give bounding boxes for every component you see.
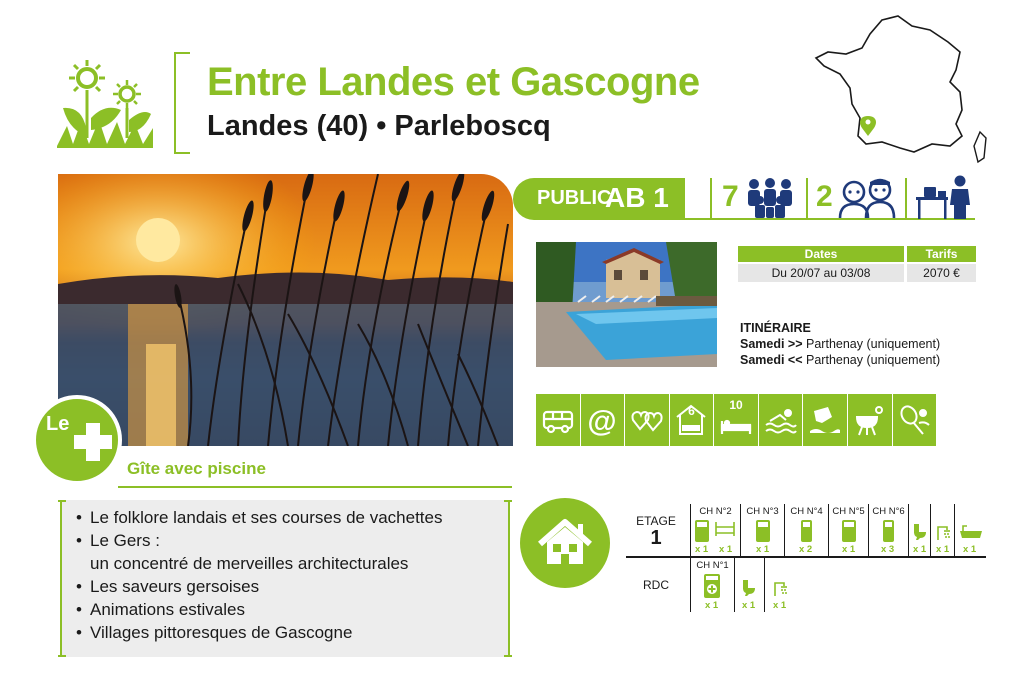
main-photo xyxy=(58,174,513,446)
shower-cell xyxy=(764,558,794,612)
room-count: x 3 xyxy=(881,544,895,555)
itinerary-line xyxy=(740,352,940,368)
itinerary-place: Parthenay (uniquement) xyxy=(802,353,941,367)
etage-label: ETAGE xyxy=(636,514,676,528)
group-people-icon xyxy=(744,178,796,218)
room-ch2 xyxy=(690,504,740,556)
room-count: x 1 xyxy=(773,600,787,611)
dates-header: Dates xyxy=(738,246,904,262)
room-ch5 xyxy=(828,504,868,556)
bunk-bed-icon xyxy=(715,522,735,536)
people-count: 7 xyxy=(722,180,739,213)
single-bed-icon xyxy=(801,520,812,542)
public-label: PUBLIC xyxy=(537,187,612,209)
tarifs-header: Tarifs xyxy=(904,246,976,262)
single-bed-icon xyxy=(883,520,894,542)
svg-text:@: @ xyxy=(587,405,617,437)
double-bed-icon xyxy=(756,520,770,542)
list-item: • Les saveurs gersoises xyxy=(76,575,508,598)
barbecue-icon xyxy=(848,394,893,446)
shower-cell xyxy=(930,504,954,556)
house-icon xyxy=(520,498,610,588)
house-beds-count: 6 xyxy=(688,404,695,418)
desk-person-icon xyxy=(914,175,972,219)
box-corner xyxy=(58,655,66,657)
attractions-list xyxy=(62,500,508,644)
room-ch1 xyxy=(690,558,734,612)
price-cell: 2070 € xyxy=(904,264,976,282)
itinerary-line xyxy=(740,336,940,352)
at-icon xyxy=(581,394,626,446)
public-bar xyxy=(513,178,685,220)
double-bed-icon xyxy=(695,520,709,542)
bus-icon xyxy=(536,394,581,446)
itinerary-place: Parthenay (uniquement) xyxy=(802,337,941,351)
room-count: x 1 xyxy=(742,600,756,611)
divider xyxy=(806,178,808,220)
itinerary-title: ITINÉRAIRE xyxy=(740,321,811,335)
bathtub-icon xyxy=(959,524,983,540)
list-item: • Le folklore landais et ses courses de vachettes xyxy=(76,506,508,529)
staff-count: 2 xyxy=(816,180,833,213)
list-item xyxy=(76,529,508,575)
room-count: x 1 xyxy=(756,544,770,555)
room-count: x 1 xyxy=(936,544,950,555)
house-bed-icon xyxy=(670,394,715,446)
room-name: CH N°1 xyxy=(696,560,729,571)
beach-icon xyxy=(803,394,848,446)
plus-icon xyxy=(86,423,100,461)
divider xyxy=(710,178,712,220)
list-item: • Animations estivales xyxy=(76,598,508,621)
beds-count: 10 xyxy=(729,398,743,412)
shower-icon xyxy=(772,580,788,596)
room-count: x 1 xyxy=(913,544,927,555)
amenities-bar xyxy=(536,394,936,446)
list-item: • Villages pittoresques de Gascogne xyxy=(76,621,508,644)
box-corner xyxy=(504,655,512,657)
itinerary-day: Samedi >> xyxy=(740,337,803,351)
le-plus-badge xyxy=(32,395,122,485)
floor-divider xyxy=(626,556,986,558)
le-text: Le xyxy=(46,413,70,435)
bath-cell xyxy=(954,504,986,556)
highlight-underline xyxy=(118,486,512,488)
room-name: CH N°5 xyxy=(832,506,865,517)
tennis-icon xyxy=(893,394,937,446)
room-ch6 xyxy=(868,504,908,556)
dates-tarifs-table xyxy=(738,244,976,284)
toilet-icon xyxy=(742,580,756,596)
etage-number: 1 xyxy=(650,527,662,549)
sunflowers-logo xyxy=(55,58,155,150)
attractions-box xyxy=(60,500,510,657)
bed-icon xyxy=(714,394,759,446)
box-corner xyxy=(504,500,512,502)
room-count: x 1 xyxy=(963,544,977,555)
shower-icon xyxy=(935,524,951,540)
table-row xyxy=(738,264,976,282)
room-name: CH N°3 xyxy=(746,506,779,517)
room-name: CH N°4 xyxy=(790,506,823,517)
toilet-icon xyxy=(913,524,927,540)
room-name: CH N°2 xyxy=(699,506,732,517)
rdc-label: RDC xyxy=(643,578,669,592)
room-count: x 2 xyxy=(799,544,813,555)
room-count: x 1 xyxy=(719,544,733,555)
staff-icon xyxy=(836,176,898,218)
room-name: CH N°6 xyxy=(872,506,905,517)
box-corner xyxy=(58,500,66,502)
title-bracket xyxy=(174,52,190,154)
swimmer-icon xyxy=(759,394,804,446)
highlight-text: Gîte avec piscine xyxy=(127,459,266,478)
page-subtitle: Landes (40) • Parleboscq xyxy=(207,110,551,142)
itinerary xyxy=(740,320,940,368)
room-count: x 1 xyxy=(705,600,719,611)
hearts-icon xyxy=(625,394,670,446)
double-bed-icon xyxy=(842,520,856,542)
toilet-cell xyxy=(734,558,764,612)
toilet-cell xyxy=(908,504,930,556)
pool-photo xyxy=(536,242,717,367)
list-item-line: Le Gers : xyxy=(90,531,160,550)
room-count: x 1 xyxy=(842,544,856,555)
public-value: AB 1 xyxy=(605,182,669,213)
house-badge xyxy=(520,498,610,588)
page-title: Entre Landes et Gascogne xyxy=(207,60,700,104)
room-count: x 1 xyxy=(695,544,709,555)
france-map xyxy=(810,12,995,172)
date-cell: Du 20/07 au 03/08 xyxy=(738,264,904,282)
divider xyxy=(905,178,907,220)
medical-bed-icon xyxy=(704,574,720,598)
room-ch4 xyxy=(784,504,828,556)
room-ch3 xyxy=(740,504,784,556)
list-item-line: un concentré de merveilles architecturales xyxy=(90,554,409,573)
itinerary-day: Samedi << xyxy=(740,353,803,367)
